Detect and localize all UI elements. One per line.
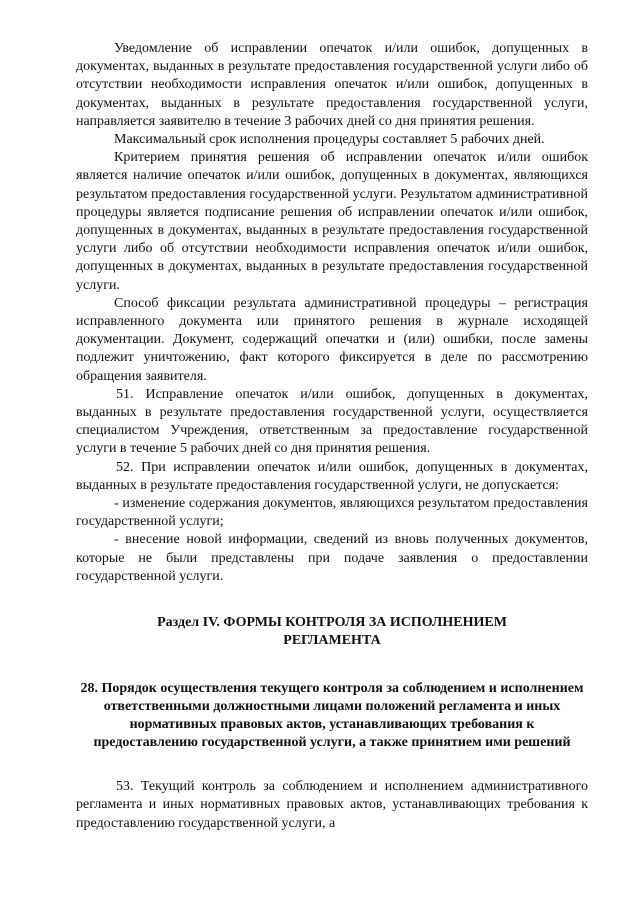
paragraph-criteria: Критерием принятия решения об исправлении опечаток и/или ошибок является наличие опечаток и/или ошибок, допущенных в документах, являющихся результатом предоставления государственной услуги. Результатом административной процедуры является подписание решения об исправлении опечаток и/или ошибок, допущенных в документах, выданных в результате предоставления государственной услуги либо об отсутствии необходимости исправления опечаток и/или ошибок, допущенных в документах, выданных в результате предоставления государственной услуги. [76,150,588,293]
section-heading: Раздел IV. ФОРМЫ КОНТРОЛЯ ЗА ИСПОЛНЕНИЕМ РЕГЛАМЕНТА [157,615,507,649]
document-page [76,40,588,833]
paragraph-item-51: 51. Исправление опечаток и/или ошибок, допущенных в документах, выданных в результате предоставления государственной услуги, осуществляется специалистом Учреждения, ответственным за предоставление государственной услуги в течение 5 рабочих дней со дня принятия решения. [76,386,588,457]
list-item-dash-1: - изменение содержания документов, являющихся результатом предоставления государственной услуги; [76,496,588,530]
paragraph-item-52: 52. При исправлении опечаток и/или ошибок, допущенных в документах, выданных в результате предоставления государственной услуги, не допускается: [76,459,588,493]
paragraph-fixation-method: Способ фиксации результата административной процедуры – регистрация исправленного документа или принятого решения в журнале исходящей документации. Документ, содержащий опечатки и (или) ошибки, после замены подлежит уничтожению, факт которого фиксируется в деле по рассмотрению обращения заявителя. [76,295,588,384]
paragraph-item-53: 53. Текущий контроль за соблюдением и исполнением административного регламента и иных нормативных правовых актов, устанавливающих требования к предоставлению государственной услуги, а [76,779,588,831]
list-item-dash-2: - внесение новой информации, сведений из вновь полученных документов, которые не были представлены при подаче заявления о предоставлении государственной услуги. [76,532,588,584]
paragraph-max-term: Максимальный срок исполнения процедуры составляет 5 рабочих дней. [114,132,545,148]
paragraph-notification: Уведомление об исправлении опечаток и/или ошибок, допущенных в документах, выданных в результате предоставления государственной услуги либо об отсутствии необходимости исправления опечаток и/или ошибок, допущенных в документах, выданных в результате предоставления государственной услуги, направляется заявителю в течение 3 рабочих дней со дня принятия решения. [76,41,588,129]
subsection-heading: 28. Порядок осуществления текущего контроля за соблюдением и исполнением ответственными должностными лицами положений регламента и иных нормативных правовых актов, устанавливающих требования к предоставлению государственной услуги, а также принятием ими решений [80,681,584,751]
